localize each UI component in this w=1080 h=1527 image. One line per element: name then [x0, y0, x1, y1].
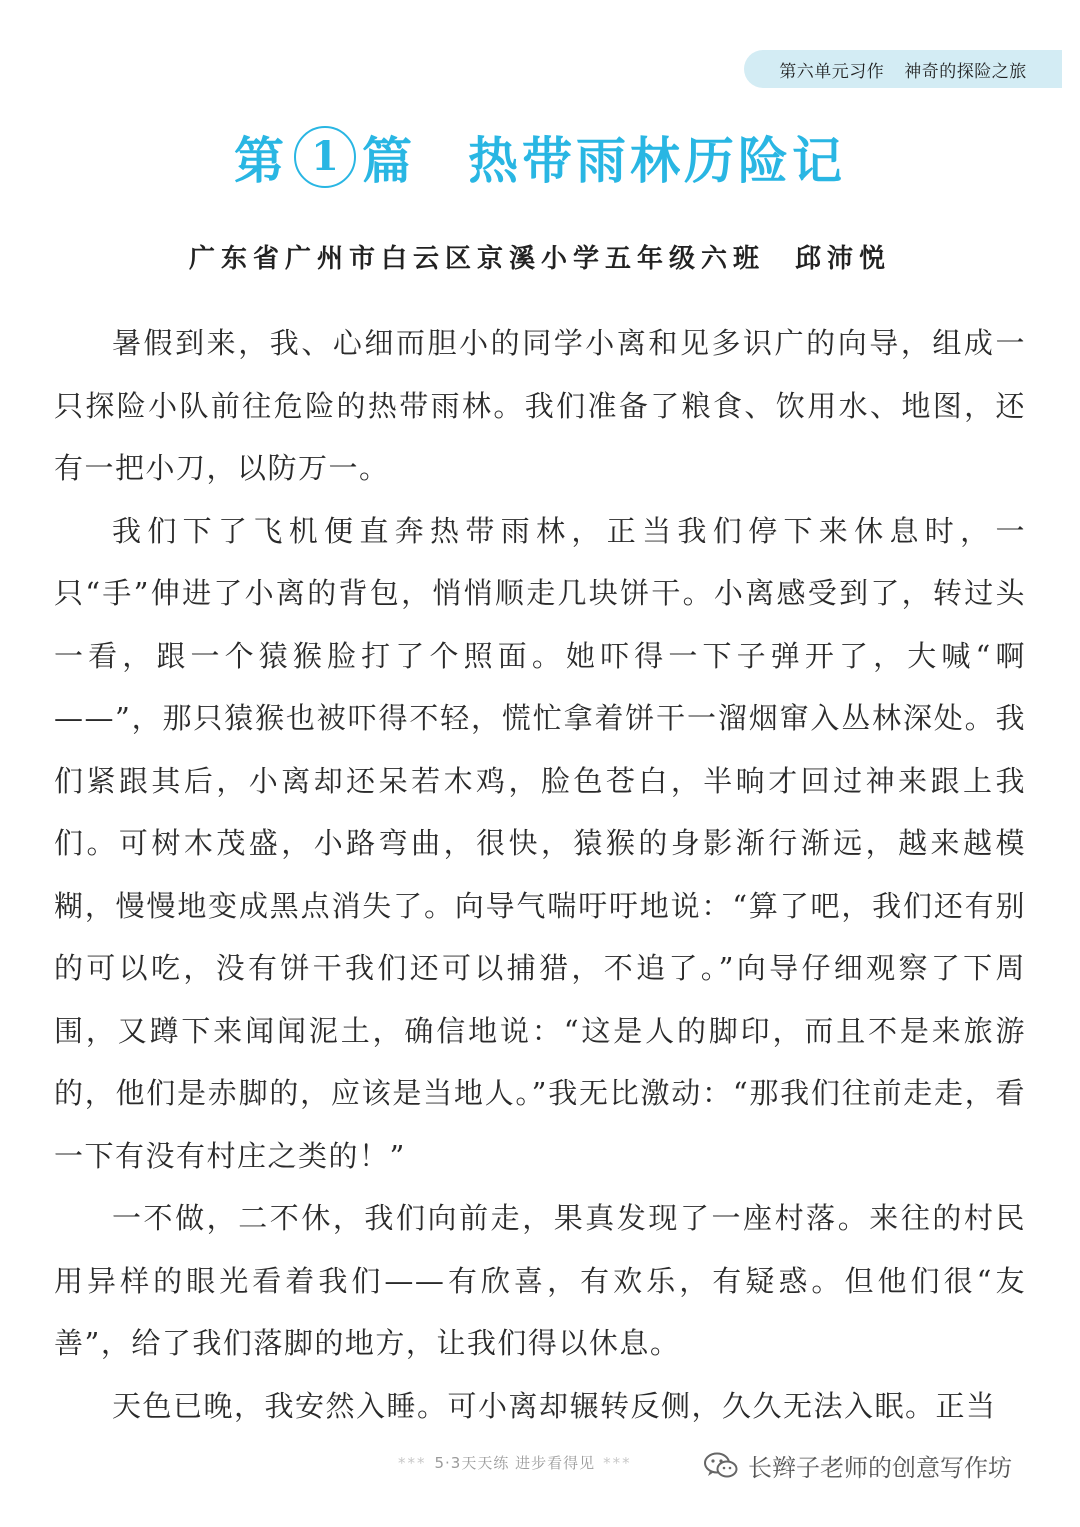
footer-dots-left: *** — [398, 1454, 427, 1472]
wechat-icon — [704, 1452, 738, 1480]
paragraph-4: 天色已晚，我安然入睡。可小离却辗转反侧，久久无法入眠。正当 — [112, 1388, 997, 1423]
article-title — [0, 122, 1080, 200]
paragraph-3: 一不做，二不休，我们向前走，果真发现了一座村落。来往的村民用异样的眼光看着我们——有欣喜，有欢乐，有疑惑。但他们很“友善”，给了我们落脚的地方，让我们得以休息。 — [54, 1201, 1026, 1360]
footer-slogan: 5·3天天练 进步看得见 — [434, 1454, 596, 1472]
author-line — [0, 238, 1080, 275]
unit-label: 第六单元习作 — [779, 61, 885, 82]
author-name: 邱沛悦 — [795, 244, 892, 274]
title-prefix: 第 — [234, 132, 288, 190]
paragraph-1: 暑假到来，我、心细而胆小的同学小离和见多识广的向导，组成一只探险小队前往危险的热带雨林。我们准备了粮食、饮用水、地图，还有一把小刀，以防万一。 — [54, 326, 1026, 485]
title-suffix: 篇 — [362, 132, 416, 190]
page-footer — [390, 1452, 640, 1473]
watermark-text: 长辫子老师的创意写作坊 — [748, 1454, 1012, 1482]
title-text: 热带雨林历险记 — [468, 132, 846, 190]
unit-header-tab — [744, 50, 1062, 88]
author-school: 广东省广州市白云区京溪小学五年级六班 — [188, 244, 765, 274]
unit-topic: 神奇的探险之旅 — [904, 61, 1027, 82]
article-body — [54, 312, 1026, 1437]
paragraph-2: 我们下了飞机便直奔热带雨林，正当我们停下来休息时，一只“手”伸进了小离的背包，悄悄顺走几块饼干。小离感受到了，转过头一看，跟一个猿猴脸打了个照面。她吓得一下子弹开了，大喊“啊——”，那只猿猴也被吓得不轻，慌忙拿着饼干一溜烟窜入丛林深处。我们紧跟其后，小离却还呆若木鸡，脸色苍白，半晌才回过神来跟上我们。可树木茂盛，小路弯曲，很快，猿猴的身影渐行渐远，越来越模糊，慢慢地变成黑点消失了。向导气喘吁吁地说：“算了吧，我们还有别的可以吃，没有饼干我们还可以捕猎，不追了。”向导仔细观察了下周围，又蹲下来闻闻泥土，确信地说：“这是人的脚印，而且不是来旅游的，他们是赤脚的，应该是当地人。”我无比激动：“那我们往前走走，看一下有没有村庄之类的！” — [54, 513, 1026, 1173]
title-number-circle: 1 — [294, 126, 356, 188]
footer-dots-right: *** — [603, 1454, 632, 1472]
watermark — [704, 1448, 1012, 1483]
